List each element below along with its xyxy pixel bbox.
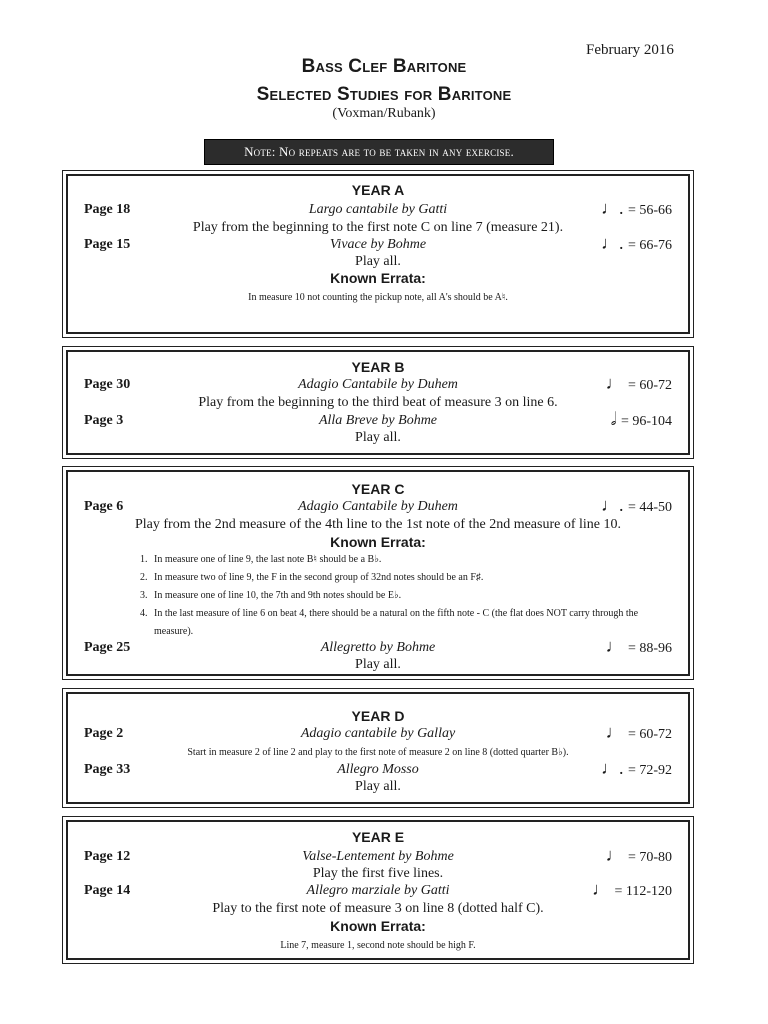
year-a-piece-2: Vivace by Bohme [329, 237, 427, 252]
year-e-instruction-2: Play to the first note of measure 3 on line 8 (dotted half C). [212, 901, 544, 916]
year-c-instruction-1: Play from the 2nd measure of the 4th line to the 1st note of the 2nd measure of line 10. [135, 517, 621, 532]
book-reference: (Voxman/Rubank) [332, 106, 436, 121]
year-a-tempo-2: ♩. = 66-76 [600, 233, 672, 253]
year-a-title: YEAR A [351, 182, 405, 198]
year-d-title: YEAR D [351, 708, 405, 724]
year-c-instruction-2: Play all. [355, 657, 401, 672]
quarter-note-icon: ♩ [605, 845, 624, 865]
year-c-errata-list [128, 551, 670, 641]
year-a-section [66, 174, 690, 334]
year-c-errata-title: Known Errata: [330, 534, 426, 550]
year-c-piece-1: Adagio Cantabile by Duhem [298, 499, 458, 514]
year-e-tempo-1: ♩ = 70-80 [605, 845, 672, 865]
year-e-piece-1: Valse-Lentement by Bohme [302, 849, 454, 864]
year-e-section [66, 820, 690, 960]
year-d-piece-1: Adagio cantabile by Gallay [300, 726, 456, 741]
year-a-piece-1: Largo cantabile by Gatti [308, 202, 448, 217]
quarter-note-icon: ♩ [591, 879, 610, 899]
year-b-page-2: Page 3 [84, 413, 124, 428]
year-e-errata-text: Line 7, measure 1, second note should be high F. [280, 940, 476, 951]
year-c-title: YEAR C [351, 481, 405, 497]
year-c-section [66, 470, 690, 676]
year-a-page-1: Page 18 [84, 202, 131, 217]
half-note-icon: 𝅗𝅥 [610, 409, 617, 429]
year-e-page-2: Page 14 [84, 883, 131, 898]
year-a-tempo-1: ♩. = 56-66 [600, 198, 672, 218]
year-e-tempo-2: ♩ = 112-120 [591, 879, 672, 899]
year-b-tempo-1: ♩ = 60-72 [605, 373, 672, 393]
year-b-tempo-2: 𝅗𝅥 = 96-104 [610, 409, 672, 429]
year-a-page-2: Page 15 [84, 237, 131, 252]
quarter-note-icon: ♩ [605, 636, 624, 656]
errata-item: 2. In measure two of line 9, the F in the second group of 32nd notes should be an F♯. [150, 569, 670, 587]
year-d-piece-2: Allegro Mosso [337, 762, 419, 777]
year-b-page-1: Page 30 [84, 377, 131, 392]
year-d-tempo-1: ♩ = 60-72 [605, 722, 672, 742]
dotted-quarter-note-icon: ♩. [600, 758, 624, 778]
year-b-title: YEAR B [351, 359, 405, 375]
note-banner: Note: No repeats are to be taken in any exercise. [204, 139, 554, 165]
year-b-instruction-2: Play all. [355, 430, 401, 445]
year-a-instruction-1: Play from the beginning to the first note C on line 7 (measure 21). [192, 220, 564, 235]
year-a-errata-text: In measure 10 not counting the pickup note, all A's should be A♮. [248, 292, 508, 303]
year-b-piece-2: Alla Breve by Bohme [318, 413, 438, 428]
year-c-tempo-1: ♩. = 44-50 [600, 495, 672, 515]
quarter-note-icon: ♩ [605, 722, 624, 742]
year-a-instruction-2: Play all. [355, 254, 401, 269]
document-title: Bass Clef Baritone [301, 56, 467, 77]
year-c-page-1: Page 6 [84, 499, 124, 514]
quarter-note-icon: ♩ [605, 373, 624, 393]
document-date: February 2016 [586, 42, 674, 58]
year-d-tempo-2: ♩. = 72-92 [600, 758, 672, 778]
year-b-piece-1: Adagio Cantabile by Duhem [298, 377, 458, 392]
year-b-instruction-1: Play from the beginning to the third beat of measure 3 on line 6. [198, 395, 558, 410]
year-d-instruction-1: Start in measure 2 of line 2 and play to the first note of measure 2 on line 8 (dotted quarter B♭). [187, 747, 569, 758]
year-e-instruction-1: Play the first five lines. [312, 866, 444, 881]
year-d-page-2: Page 33 [84, 762, 131, 777]
year-d-page-1: Page 2 [84, 726, 124, 741]
year-c-tempo-2: ♩ = 88-96 [605, 636, 672, 656]
year-c-piece-2: Allegretto by Bohme [320, 640, 436, 655]
errata-item: 3. In measure one of line 10, the 7th and 9th notes should be E♭. [150, 587, 670, 605]
year-e-piece-2: Allegro marziale by Gatti [306, 883, 450, 898]
year-a-errata-title: Known Errata: [330, 270, 426, 286]
dotted-quarter-note-icon: ♩. [600, 233, 624, 253]
dotted-quarter-note-icon: ♩. [600, 495, 624, 515]
year-b-section [66, 350, 690, 455]
year-d-instruction-2: Play all. [355, 779, 401, 794]
year-d-section [66, 692, 690, 804]
errata-item: 4. In the last measure of line 6 on beat 4, there should be a natural on the fifth note - C (the flat does NOT carry through the measure). [150, 605, 670, 641]
year-e-errata-title: Known Errata: [330, 918, 426, 934]
errata-item: 1. In measure one of line 9, the last note B♮ should be a B♭. [150, 551, 670, 569]
year-c-page-2: Page 25 [84, 640, 131, 655]
year-e-title: YEAR E [351, 829, 405, 845]
dotted-quarter-note-icon: ♩. [600, 198, 624, 218]
year-e-page-1: Page 12 [84, 849, 131, 864]
document-subtitle-title: Selected Studies for Baritone [256, 84, 512, 105]
